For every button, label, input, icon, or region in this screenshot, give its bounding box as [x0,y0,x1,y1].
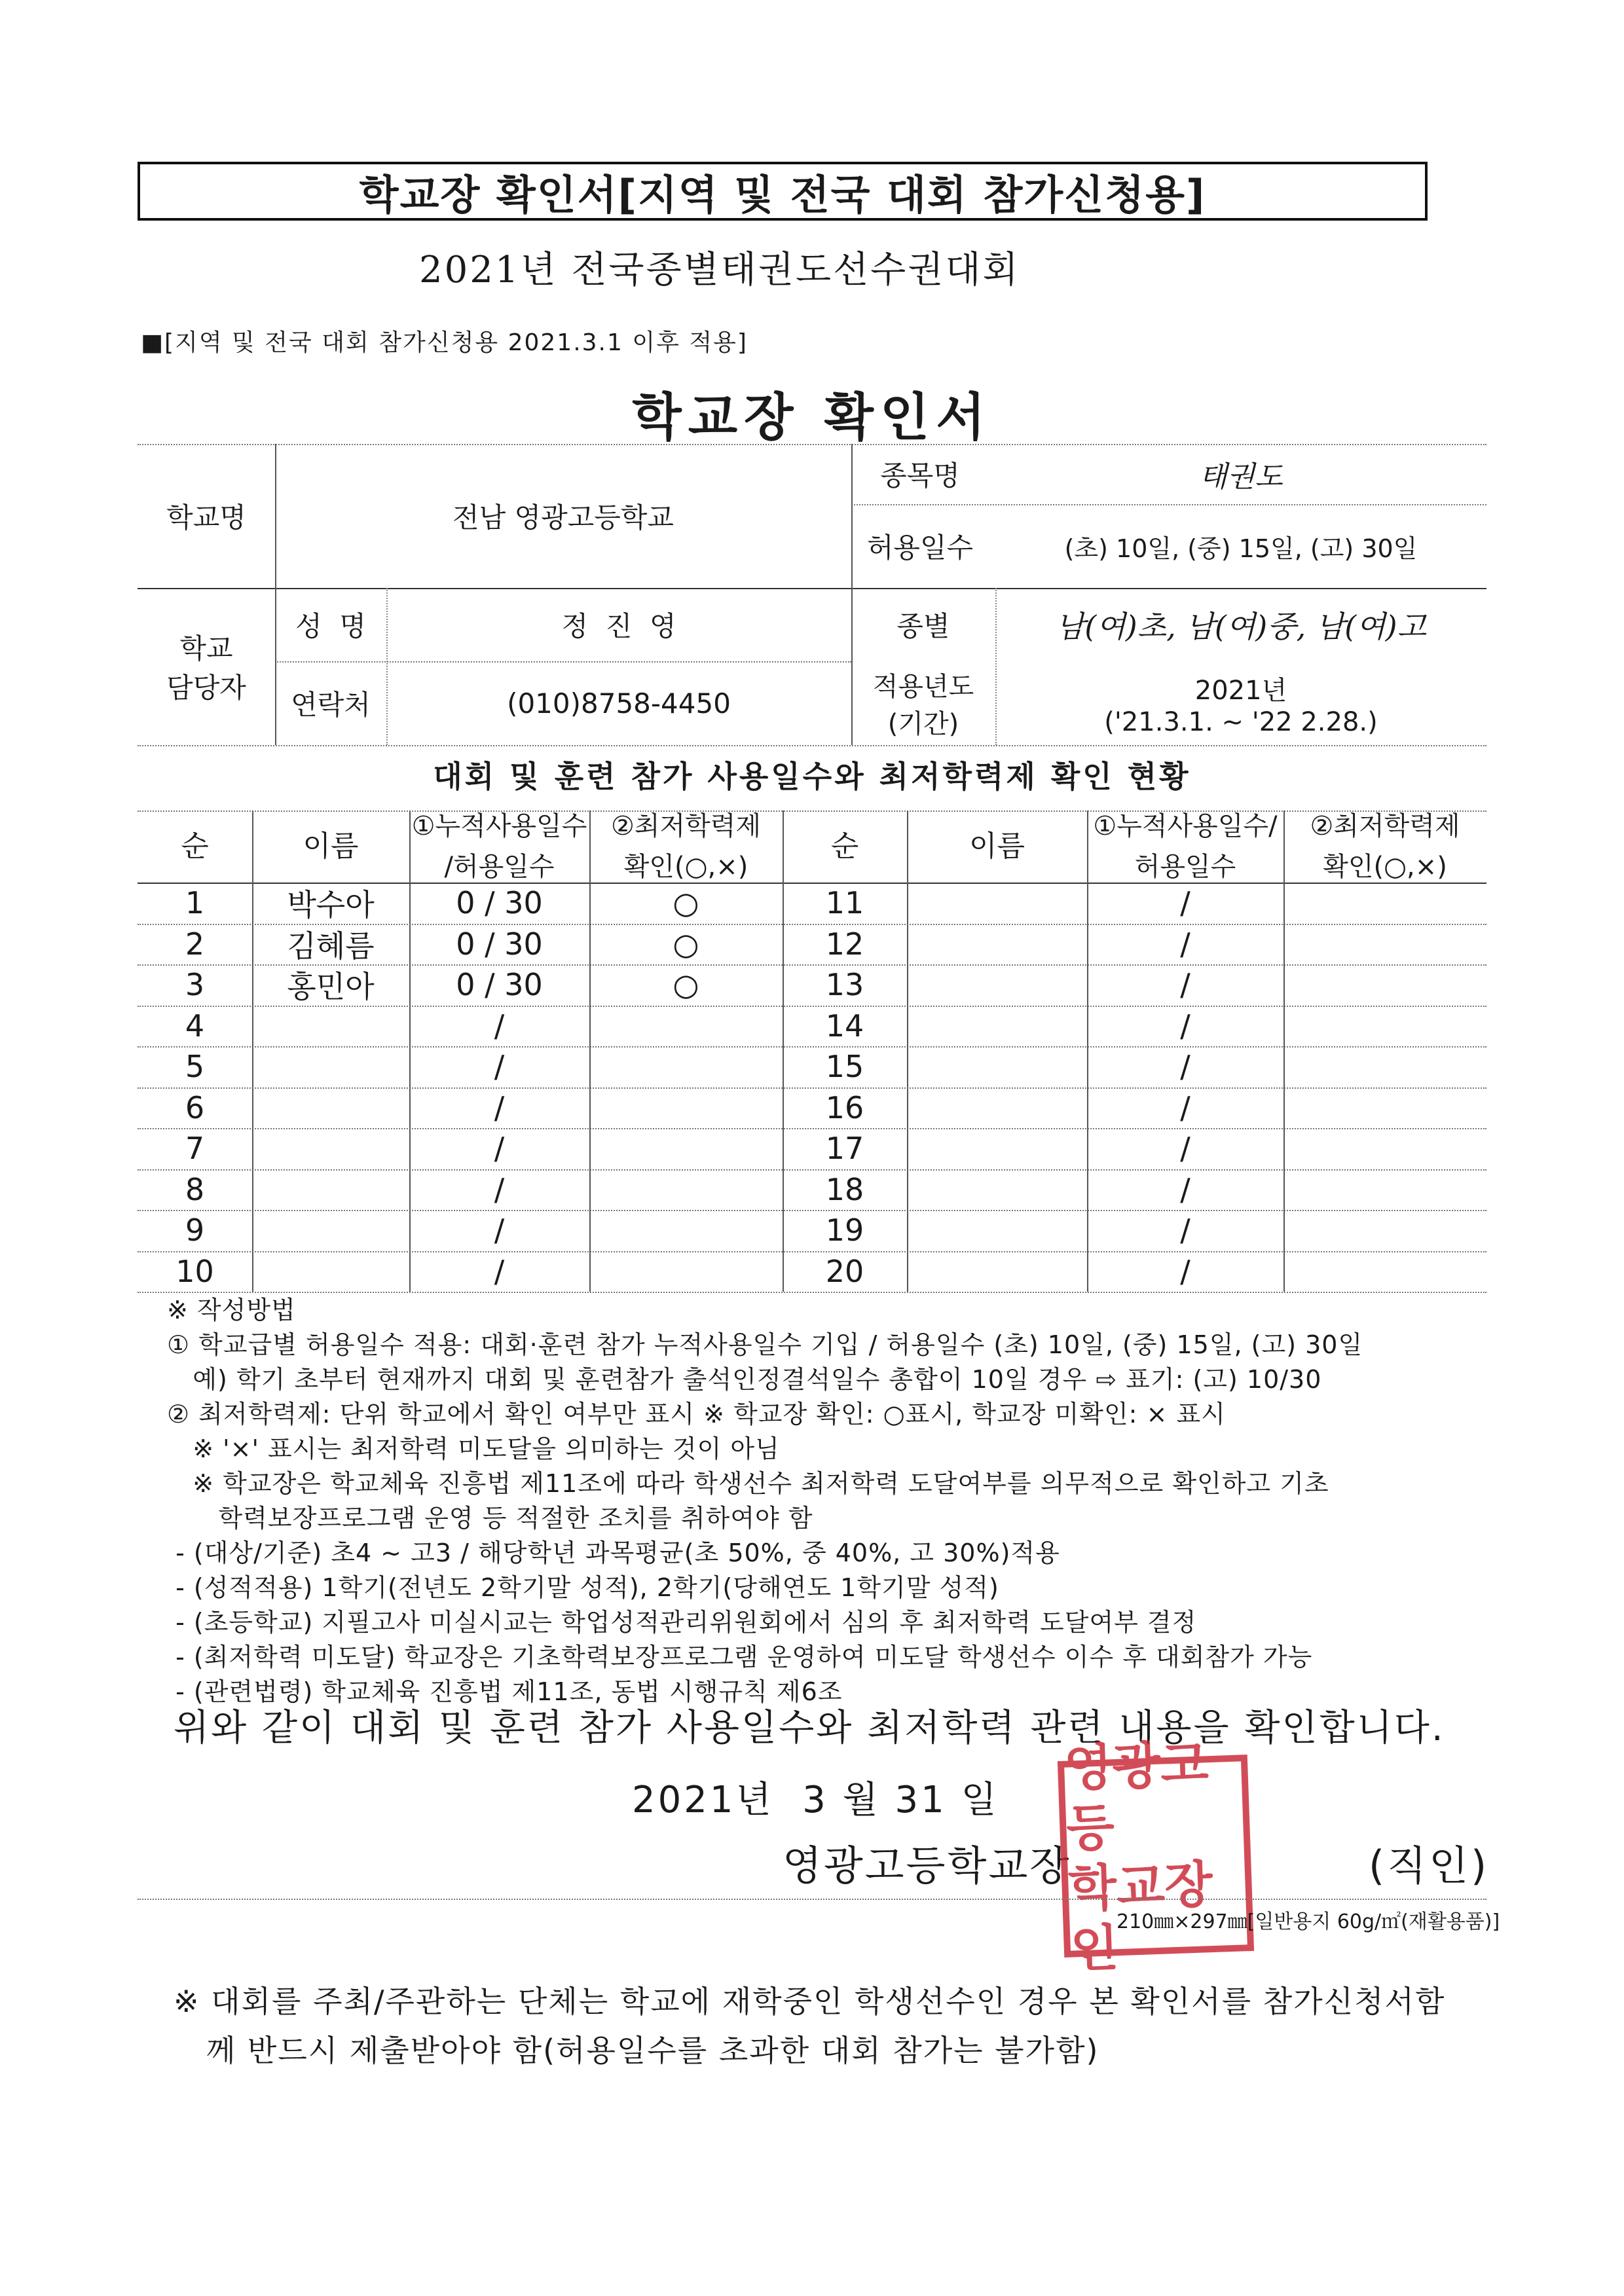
principal-text: 영광고등학교장 [783,1842,1071,1889]
header-right-check-line1: ②최저학력제 [1310,811,1460,841]
row-number: 7 [185,1131,205,1167]
stamp-line2: 학교장인 [1067,1855,1214,1978]
days-used: 0 / 30 [456,967,543,1003]
header-box-title: 학교장 확인서[지역 및 전국 대회 참가신청용] [138,162,1428,221]
note-line: - (초등학교) 지필고사 미실시교는 학업성적관리위원회에서 심의 후 최저학력 도달여부 결정 [167,1608,1197,1637]
header-left-no: 순 [181,829,209,863]
days-used: / [494,1049,505,1085]
header-right-name: 이름 [969,829,1025,863]
student-name [252,1046,409,1087]
days-used: / [494,1008,505,1044]
days-used: / [1180,1008,1190,1044]
name-value: 정 진 영 [561,610,676,642]
student-name: 박수아 [287,887,375,923]
allowed-days-value: (초) 10일, (중) 15일, (고) 30일 [1064,534,1418,563]
event-title: 2021년 전국종별태권도선수권대회 [419,249,1020,291]
academic-check [589,1251,783,1292]
row-number: 14 [825,1008,864,1044]
academic-check [589,1128,783,1169]
header-left-name: 이름 [303,829,359,863]
academic-check [589,1169,783,1211]
row-number: 4 [185,1008,205,1044]
student-name [252,1087,409,1129]
days-used: / [1180,1171,1190,1207]
days-used: / [1180,1131,1190,1167]
header-left-check-line1: ②최저학력제 [610,811,762,841]
academic-check: ○ [673,885,699,921]
sport-value: 태권도 [1199,460,1283,494]
days-used: / [1180,926,1190,962]
student-name [907,1128,1087,1169]
main-title: 학교장 확인서 [632,388,992,447]
note-line: 학력보장프로그램 운영 등 적절한 조치를 취하여야 함 [167,1504,813,1533]
header-left-days-line1: ①누적사용일수 [411,811,587,841]
student-name [252,1128,409,1169]
row-number: 16 [825,1089,864,1125]
note-line: - (관련법령) 학교체육 진흥법 제11조, 동법 시행규칙 제6조 [167,1677,843,1706]
academic-check [1283,1087,1486,1129]
student-name [252,1251,409,1292]
info-bottom-line [138,745,1486,746]
note-line: ※ 작성방법 [167,1296,296,1324]
student-name [907,1046,1087,1087]
year-value-line2: ('21.3.1. ~ '22 2.28.) [1104,706,1378,737]
footnote [174,1977,1445,2075]
note-line: - (대상/기준) 초4 ~ 고3 / 해당학년 과목평균(초 50%, 중 40%, 고 30%)적용 [167,1539,1060,1567]
student-name: 김혜름 [287,928,375,964]
row-number: 17 [825,1131,864,1167]
row-number: 8 [185,1171,205,1207]
header-right-days-line2: 허용일수 [1134,852,1236,882]
year-label [851,661,995,745]
note-line: ※ '×' 표시는 최저학력 미도달을 의미하는 것이 아님 [167,1434,780,1463]
days-used: / [1180,1089,1190,1125]
header-right-days-line1: ①누적사용일수/ [1093,811,1278,841]
days-used: / [1180,1049,1190,1085]
academic-check [1283,1046,1486,1087]
days-used: / [494,1212,505,1248]
allowed-days-label: 허용일수 [866,532,974,564]
days-used: / [1180,967,1190,1003]
note-line: ※ 학교장은 학교체육 진흥법 제11조에 따라 학생선수 최저학력 도달여부를 의무적으로 확인하고 기초 [167,1469,1329,1498]
row-number: 12 [825,926,864,962]
header-left-days-line2: /허용일수 [444,852,555,882]
student-name [907,924,1087,965]
row-number: 15 [825,1049,864,1085]
academic-check [1283,1251,1486,1292]
paper-note: 210㎜×297㎜[일반용지 60g/㎡(재활용품)] [1116,1910,1500,1933]
student-name [907,1006,1087,1047]
academic-check [589,1087,783,1129]
row-number: 20 [825,1253,864,1289]
contact-label [138,588,275,745]
year-value [995,661,1486,745]
name-label: 성 명 [295,610,366,642]
row-number: 18 [825,1171,864,1207]
academic-check [1283,1169,1486,1211]
footnote-line2: 께 반드시 제출받아야 함(허용일수를 초과한 대회 참가는 불가함) [174,2033,1099,2068]
days-used: 0 / 30 [456,926,543,962]
student-name [907,1169,1087,1211]
school-label: 학교명 [166,501,246,534]
student-name: 홍민아 [287,969,375,1005]
row-number: 5 [185,1049,205,1085]
student-name [907,1251,1087,1292]
days-used: / [494,1171,505,1207]
contact-label-line1: 학교 [179,632,233,665]
year-label-line1: 적용년도 [872,672,974,702]
days-used: / [1180,1253,1190,1289]
row-number: 3 [185,967,205,1003]
year-label-line2: (기간) [887,709,959,739]
header-right-check-line2: 확인(○,×) [1323,852,1447,882]
header-right-no: 순 [830,829,859,863]
category-value: 남(여)초, 남(여)중, 남(여)고 [1055,609,1427,644]
academic-check [1283,1128,1486,1169]
note-line: - (최저학력 미도달) 학교장은 기초학력보장프로그램 운영하여 미도달 학생선수 이수 후 대회참가 가능 [167,1643,1313,1671]
header-left-check [589,811,783,883]
category-label: 종별 [896,610,950,642]
student-name [907,1210,1087,1251]
row-number: 6 [185,1089,205,1125]
stamp-line1: 영광고등 [1063,1734,1209,1858]
days-used: / [494,1089,505,1125]
applicable-note: ■[지역 및 전국 대회 참가신청용 2021.3.1 이후 적용] [141,329,748,356]
academic-check [589,1046,783,1087]
row-number: 1 [185,885,205,921]
academic-check [1283,883,1486,924]
note-line: ① 학교급별 허용일수 적용: 대회·훈련 참가 누적사용일수 기입 / 허용일수 (초) 10일, (중) 15일, (고) 30일 [167,1330,1363,1359]
student-name [907,883,1087,924]
notes [167,1293,1363,1709]
sport-label: 종목명 [880,460,960,492]
academic-check [589,1006,783,1047]
header-right-days [1087,811,1283,883]
row-number: 11 [825,885,864,921]
year-value-line1: 2021년 [1194,675,1287,706]
days-used: / [1180,1212,1190,1248]
student-name [907,1087,1087,1129]
days-used: / [494,1253,505,1289]
signature-divider [138,1899,1486,1900]
phone-label: 연락처 [291,689,371,721]
contact-label-line2: 담당자 [166,672,246,704]
confirm-text: 위와 같이 대회 및 훈련 참가 사용일수와 최저학력 관련 내용을 확인합니다. [174,1707,1445,1749]
days-used: / [1180,885,1190,921]
academic-check: ○ [673,967,699,1003]
student-name [252,1169,409,1211]
days-used: 0 / 30 [456,885,543,921]
academic-check [1283,964,1486,1006]
row-number: 9 [185,1212,205,1248]
note-line: ② 최저학력제: 단위 학교에서 확인 여부만 표시 ※ 학교장 확인: ○표시, 학교장 미확인: × 표시 [167,1400,1226,1429]
section-title: 대회 및 훈련 참가 사용일수와 최저학력제 확인 현황 [433,759,1191,794]
footnote-line1: ※ 대회를 주최/주관하는 단체는 학교에 재학중인 학생선수인 경우 본 확인서를 참가신청서함 [174,1984,1446,2019]
student-name [252,1006,409,1047]
note-line: 예) 학기 초부터 현재까지 대회 및 훈련참가 출석인정결석일수 총합이 10일 경우 ⇨ 표기: (고) 10/30 [167,1365,1322,1394]
school-value: 전남 영광고등학교 [452,501,674,534]
row-number: 13 [825,967,864,1003]
days-used: / [494,1131,505,1167]
academic-check: ○ [673,926,699,962]
row-number: 19 [825,1212,864,1248]
header-left-check-line2: 확인(○,×) [623,852,748,882]
student-name [907,964,1087,1006]
academic-check [1283,924,1486,965]
row-number: 2 [185,926,205,962]
header-left-days [409,811,589,883]
row-number: 10 [175,1253,214,1289]
student-name [252,1210,409,1251]
note-line: - (성적적용) 1학기(전년도 2학기말 성적), 2학기(당해연도 1학기말 성적) [167,1573,999,1602]
date-text: 2021년 3 월 31 일 [632,1779,999,1821]
header-right-check [1283,811,1486,883]
academic-check [1283,1006,1486,1047]
seal-label: (직인) [1369,1842,1490,1889]
academic-check [1283,1210,1486,1251]
academic-check [589,1210,783,1251]
phone-value: (010)8758-4450 [507,687,731,720]
